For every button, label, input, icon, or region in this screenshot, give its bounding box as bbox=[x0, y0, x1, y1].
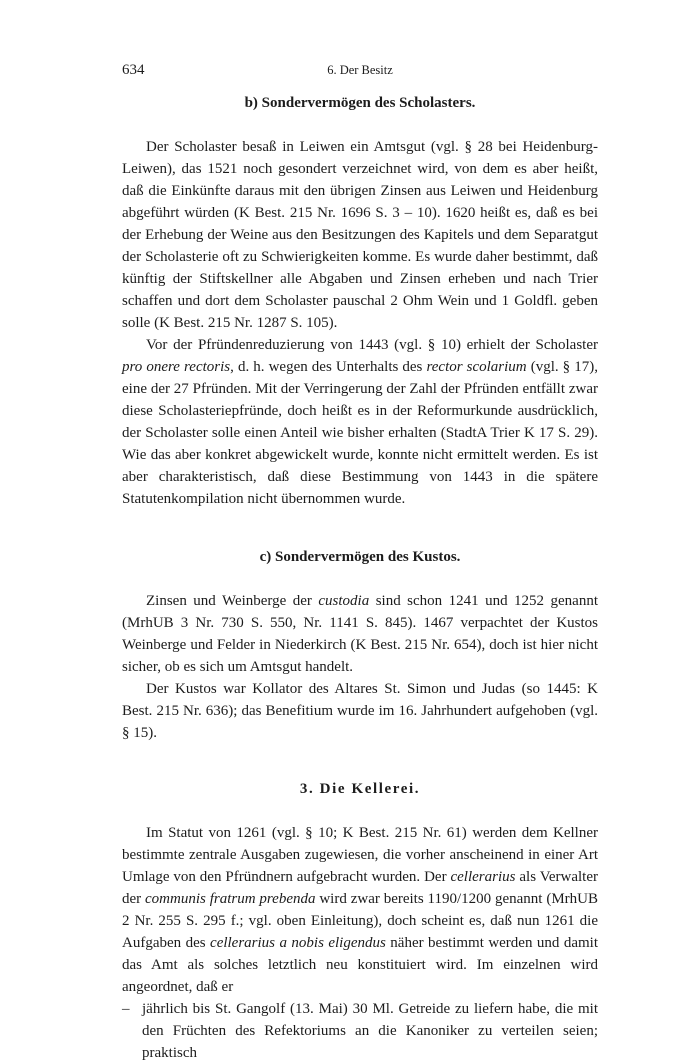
latin-term: cellerarius a nobis eligendus bbox=[210, 935, 386, 951]
section-heading-kellerei: 3. Die Kellerei. bbox=[299, 781, 421, 797]
latin-term: pro onere rectoris bbox=[122, 359, 231, 375]
paragraph-kustos-kollator: Der Kustos war Kollator des Altares St. Simon und Judas (so 1445: K Best. 215 Nr. 636); das Benefitium wurde im 16. Jahrhundert aufgehoben (vgl. § 15). bbox=[122, 681, 598, 741]
list-dash: – bbox=[122, 1001, 130, 1017]
latin-term: communis fratrum prebenda bbox=[145, 891, 316, 907]
spacer bbox=[122, 114, 598, 136]
section-heading-kustos: c) Sondervermögen des Kustos. bbox=[259, 549, 461, 565]
spacer bbox=[122, 510, 598, 546]
body-text bbox=[122, 92, 598, 1064]
page-number: 634 bbox=[122, 62, 145, 78]
latin-term: rector scolarium bbox=[426, 359, 527, 375]
list-item bbox=[122, 998, 598, 1064]
latin-term: cellerarius bbox=[450, 869, 516, 885]
spacer bbox=[122, 744, 598, 778]
list-item-text: jährlich bis St. Gangolf (13. Mai) 30 Ml. Getreide zu liefern habe, die mit den Früchten des Refektoriums an die Kanoniker zu verteilen seien; praktisch bbox=[142, 1001, 598, 1061]
running-title: 6. Der Besitz bbox=[327, 63, 393, 77]
paragraph-scholaster-pfruende: Vor der Pfründenreduzierung von 1443 (vgl. § 10) erhielt der Scholaster pro onere rectoris, d. h. wegen des Unterhalts des rector scolarium (vgl. § 17), eine der 27 Pfründen. Mit der Verringerung der Zahl der Pfründen entfällt zwar diese Scholasteriepfründe, doch heißt es in der Reformurkunde ausdrücklich, der Scholaster solle einen Anteil wie bisher erhalten (StadtA Trier K 17 S. 29). Wie das aber konkret abgewickelt wurde, konnte nicht ermittelt werden. Es ist aber charakteristisch, daß diese Bestimmung von 1443 in die spätere Statutenkompilation nicht übernommen wurde. bbox=[122, 337, 598, 507]
running-head bbox=[122, 62, 598, 84]
latin-term: custodia bbox=[318, 593, 370, 609]
paragraph-kustos-weinberge: Zinsen und Weinberge der custodia sind schon 1241 und 1252 genannt (MrhUB 3 Nr. 730 S. 550, Nr. 1141 S. 845). 1467 verpachtet der Kustos Weinberge und Felder in Niederkirch (K Best. 215 Nr. 654), doch ist hier nicht sicher, ob es sich um Amtsgut handelt. bbox=[122, 593, 599, 675]
paragraph-kellerei-statut: Im Statut von 1261 (vgl. § 10; K Best. 215 Nr. 61) werden dem Kellner bestimmte zentrale Ausgaben zugewiesen, die vorher anscheinend in einer Art Umlage von den Pfründnern aufgebracht wurden. Der cellerarius als Verwalter der communis fratrum prebenda wird zwar bereits 1190/1200 genannt (MrhUB 2 Nr. 255 S. 295 f.; vgl. oben Einleitung), doch scheint es, daß nun 1261 die Aufgaben des cellerarius a nobis eligendus näher bestimmt werden und damit das Amt als solches letztlich neu konstituiert wird. Im einzelnen wird angeordnet, daß er bbox=[122, 825, 599, 995]
spacer bbox=[122, 568, 598, 590]
paragraph-scholaster-amtsgut: Der Scholaster besaß in Leiwen ein Amtsgut (vgl. § 28 bei Heidenburg-Leiwen), das 1521 noch gesondert verzeichnet wird, von dem es aber heißt, daß die Einkünfte daraus mit den übrigen Zinsen aus Leiwen und Heidenburg abgeführt würden (K Best. 215 Nr. 1696 S. 3 – 10). 1620 heißt es, daß es bei der Erhebung der Weine aus den Besitzungen des Kapitels und dem Separatgut der Scholasterie oft zu Schwierigkeiten komme. Es wurde daher bestimmt, daß künftig der Stiftskellner alle Abgaben und Zinsen erheben und nach Trier schaffen und dort dem Scholaster pauschal 2 Ohm Wein und 1 Goldfl. geben solle (K Best. 215 Nr. 1287 S. 105). bbox=[122, 139, 598, 331]
section-heading-scholaster: b) Sondervermögen des Scholasters. bbox=[244, 95, 476, 111]
spacer bbox=[122, 800, 598, 822]
